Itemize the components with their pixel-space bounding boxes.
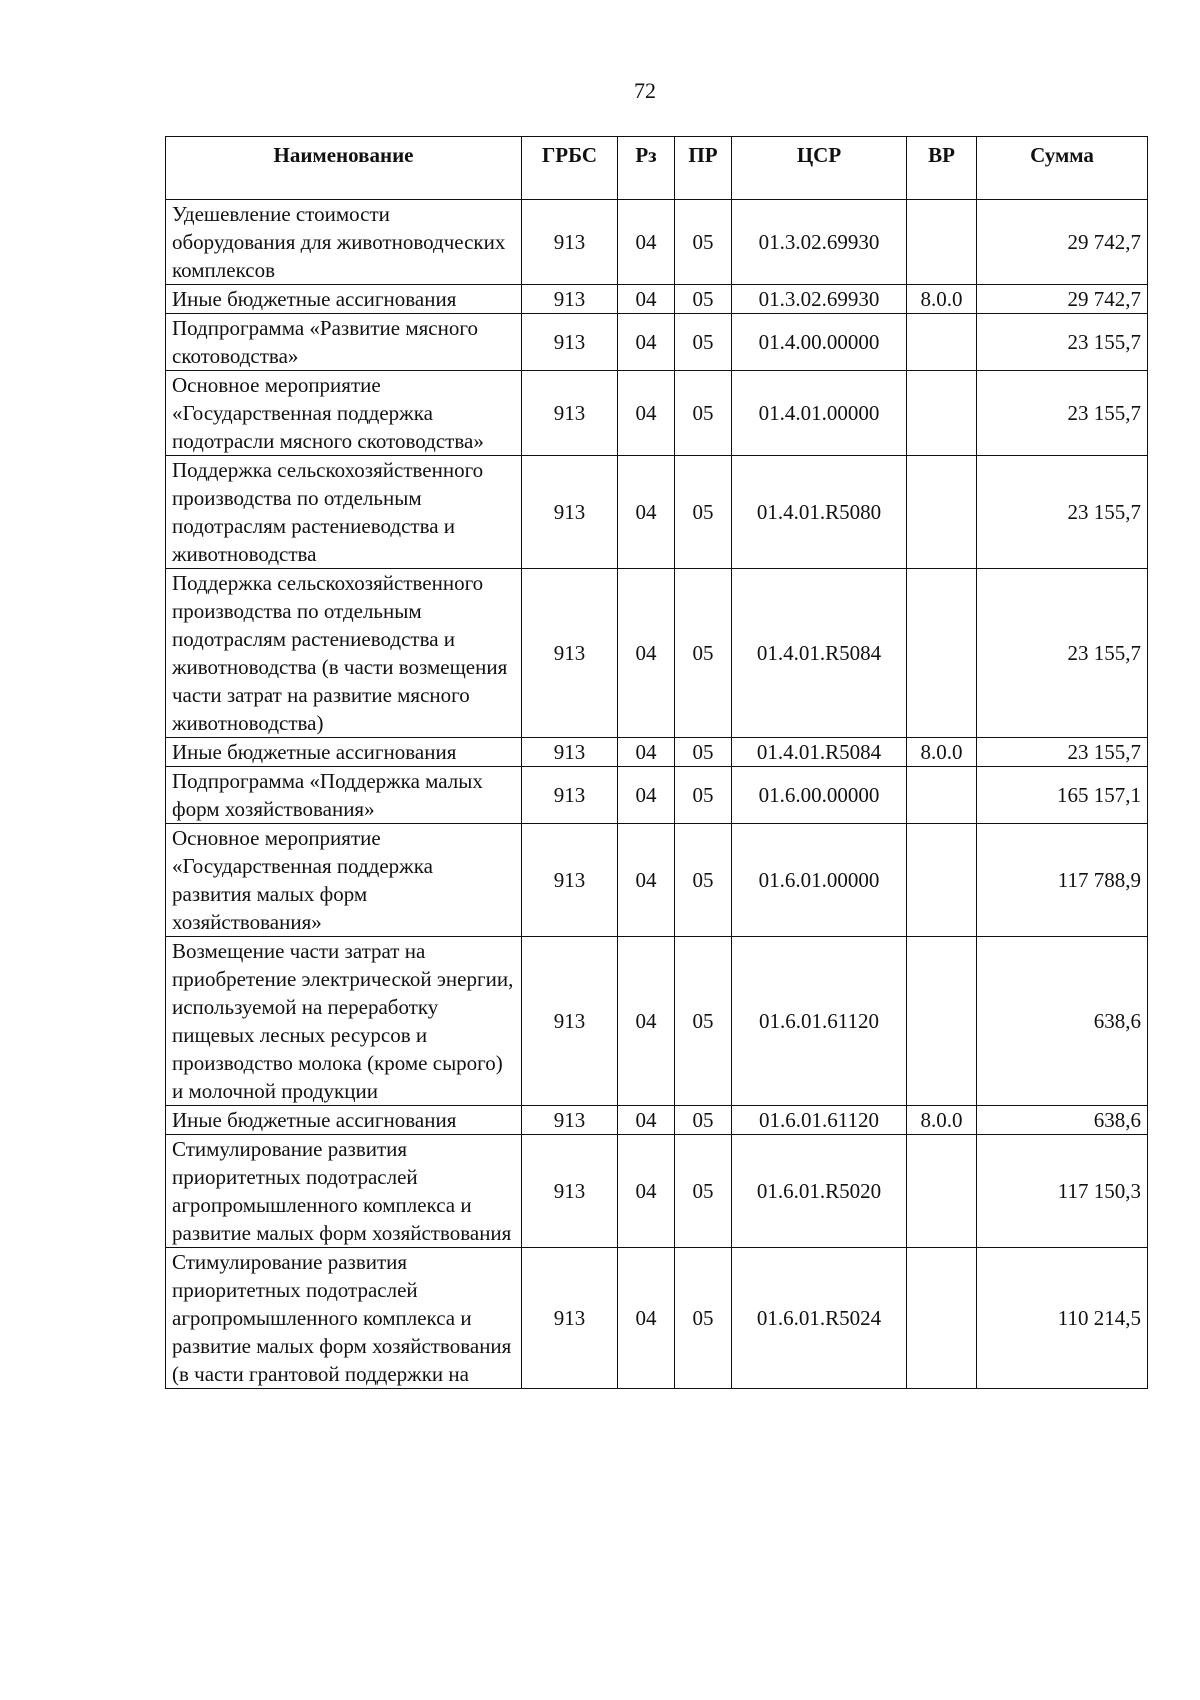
cell-pr: 05 <box>675 569 732 738</box>
cell-rz: 04 <box>618 569 675 738</box>
cell-vr: 8.0.0 <box>907 285 977 314</box>
cell-csr: 01.4.01.R5084 <box>732 738 907 767</box>
cell-name: Подпрограмма «Поддержка малых форм хозяйствования» <box>166 767 522 824</box>
cell-csr: 01.3.02.69930 <box>732 200 907 285</box>
cell-pr: 05 <box>675 1106 732 1135</box>
cell-csr: 01.4.00.00000 <box>732 314 907 371</box>
cell-vr <box>907 767 977 824</box>
cell-name: Удешевление стоимости оборудования для животноводческих комплексов <box>166 200 522 285</box>
cell-csr: 01.6.01.61120 <box>732 1106 907 1135</box>
table-row <box>166 1135 1148 1248</box>
cell-grbs: 913 <box>522 314 618 371</box>
cell-name: Стимулирование развития приоритетных подотраслей агропромышленного комплекса и развитие малых форм хозяйствования <box>166 1135 522 1248</box>
cell-rz: 04 <box>618 824 675 937</box>
cell-pr: 05 <box>675 314 732 371</box>
cell-rz: 04 <box>618 1106 675 1135</box>
cell-sum: 165 157,1 <box>977 767 1148 824</box>
cell-sum: 110 214,5 <box>977 1248 1148 1389</box>
cell-rz: 04 <box>618 371 675 456</box>
cell-csr: 01.6.01.R5020 <box>732 1135 907 1248</box>
cell-grbs: 913 <box>522 937 618 1106</box>
cell-csr: 01.4.01.00000 <box>732 371 907 456</box>
cell-name: Иные бюджетные ассигнования <box>166 285 522 314</box>
table-header-row <box>166 137 1148 200</box>
cell-grbs: 913 <box>522 767 618 824</box>
header-grbs: ГРБС <box>522 137 618 200</box>
table-row <box>166 738 1148 767</box>
cell-pr: 05 <box>675 1135 732 1248</box>
cell-vr <box>907 1135 977 1248</box>
cell-vr: 8.0.0 <box>907 738 977 767</box>
cell-rz: 04 <box>618 1248 675 1389</box>
cell-sum: 29 742,7 <box>977 200 1148 285</box>
header-sum: Сумма <box>977 137 1148 200</box>
cell-sum: 23 155,7 <box>977 738 1148 767</box>
cell-csr: 01.6.01.R5024 <box>732 1248 907 1389</box>
table-row <box>166 456 1148 569</box>
cell-grbs: 913 <box>522 371 618 456</box>
cell-grbs: 913 <box>522 200 618 285</box>
cell-vr <box>907 314 977 371</box>
cell-sum: 23 155,7 <box>977 569 1148 738</box>
cell-rz: 04 <box>618 1135 675 1248</box>
cell-rz: 04 <box>618 937 675 1106</box>
cell-vr <box>907 937 977 1106</box>
cell-grbs: 913 <box>522 456 618 569</box>
cell-vr <box>907 200 977 285</box>
cell-rz: 04 <box>618 456 675 569</box>
cell-vr <box>907 456 977 569</box>
header-name: Наименование <box>166 137 522 200</box>
cell-rz: 04 <box>618 285 675 314</box>
cell-name: Поддержка сельскохозяйственного производства по отдельным подотраслям растениеводства и животноводства <box>166 456 522 569</box>
cell-vr <box>907 371 977 456</box>
cell-sum: 23 155,7 <box>977 314 1148 371</box>
cell-csr: 01.6.01.00000 <box>732 824 907 937</box>
cell-name: Основное мероприятие «Государственная поддержка подотрасли мясного скотоводства» <box>166 371 522 456</box>
cell-sum: 638,6 <box>977 937 1148 1106</box>
cell-csr: 01.4.01.R5080 <box>732 456 907 569</box>
cell-grbs: 913 <box>522 824 618 937</box>
cell-name: Подпрограмма «Развитие мясного скотоводства» <box>166 314 522 371</box>
cell-rz: 04 <box>618 200 675 285</box>
cell-vr <box>907 824 977 937</box>
cell-pr: 05 <box>675 738 732 767</box>
table-row <box>166 1248 1148 1389</box>
cell-name: Иные бюджетные ассигнования <box>166 1106 522 1135</box>
cell-sum: 117 150,3 <box>977 1135 1148 1248</box>
cell-sum: 23 155,7 <box>977 456 1148 569</box>
cell-csr: 01.3.02.69930 <box>732 285 907 314</box>
cell-vr <box>907 569 977 738</box>
cell-grbs: 913 <box>522 569 618 738</box>
cell-name: Иные бюджетные ассигнования <box>166 738 522 767</box>
table-row <box>166 314 1148 371</box>
page-number: 72 <box>634 78 656 103</box>
table-row <box>166 824 1148 937</box>
cell-pr: 05 <box>675 456 732 569</box>
cell-pr: 05 <box>675 767 732 824</box>
header-pr: ПР <box>675 137 732 200</box>
cell-pr: 05 <box>675 285 732 314</box>
cell-sum: 117 788,9 <box>977 824 1148 937</box>
cell-pr: 05 <box>675 371 732 456</box>
cell-csr: 01.6.00.00000 <box>732 767 907 824</box>
table-row <box>166 1106 1148 1135</box>
header-rz: Рз <box>618 137 675 200</box>
cell-rz: 04 <box>618 314 675 371</box>
cell-vr <box>907 1248 977 1389</box>
cell-pr: 05 <box>675 824 732 937</box>
table-row <box>166 767 1148 824</box>
cell-rz: 04 <box>618 767 675 824</box>
cell-sum: 638,6 <box>977 1106 1148 1135</box>
cell-grbs: 913 <box>522 1106 618 1135</box>
cell-grbs: 913 <box>522 1248 618 1389</box>
cell-grbs: 913 <box>522 285 618 314</box>
cell-sum: 23 155,7 <box>977 371 1148 456</box>
table-row <box>166 569 1148 738</box>
header-csr: ЦСР <box>732 137 907 200</box>
cell-pr: 05 <box>675 200 732 285</box>
cell-vr: 8.0.0 <box>907 1106 977 1135</box>
table-row <box>166 200 1148 285</box>
table-row <box>166 371 1148 456</box>
header-vr: ВР <box>907 137 977 200</box>
cell-name: Стимулирование развития приоритетных подотраслей агропромышленного комплекса и развитие малых форм хозяйствования (в части грантовой поддержки на <box>166 1248 522 1389</box>
table-row <box>166 937 1148 1106</box>
cell-pr: 05 <box>675 937 732 1106</box>
table-body <box>166 200 1148 1389</box>
cell-sum: 29 742,7 <box>977 285 1148 314</box>
cell-grbs: 913 <box>522 738 618 767</box>
cell-csr: 01.6.01.61120 <box>732 937 907 1106</box>
cell-name: Поддержка сельскохозяйственного производства по отдельным подотраслям растениеводства и животноводства (в части возмещения части затрат на развитие мясного животноводства) <box>166 569 522 738</box>
cell-name: Основное мероприятие «Государственная поддержка развития малых форм хозяйствования» <box>166 824 522 937</box>
cell-csr: 01.4.01.R5084 <box>732 569 907 738</box>
cell-grbs: 913 <box>522 1135 618 1248</box>
cell-pr: 05 <box>675 1248 732 1389</box>
table-row <box>166 285 1148 314</box>
cell-rz: 04 <box>618 738 675 767</box>
cell-name: Возмещение части затрат на приобретение электрической энергии, используемой на переработку пищевых лесных ресурсов и производство молока (кроме сырого) и молочной продукции <box>166 937 522 1106</box>
budget-table <box>165 136 1148 1389</box>
